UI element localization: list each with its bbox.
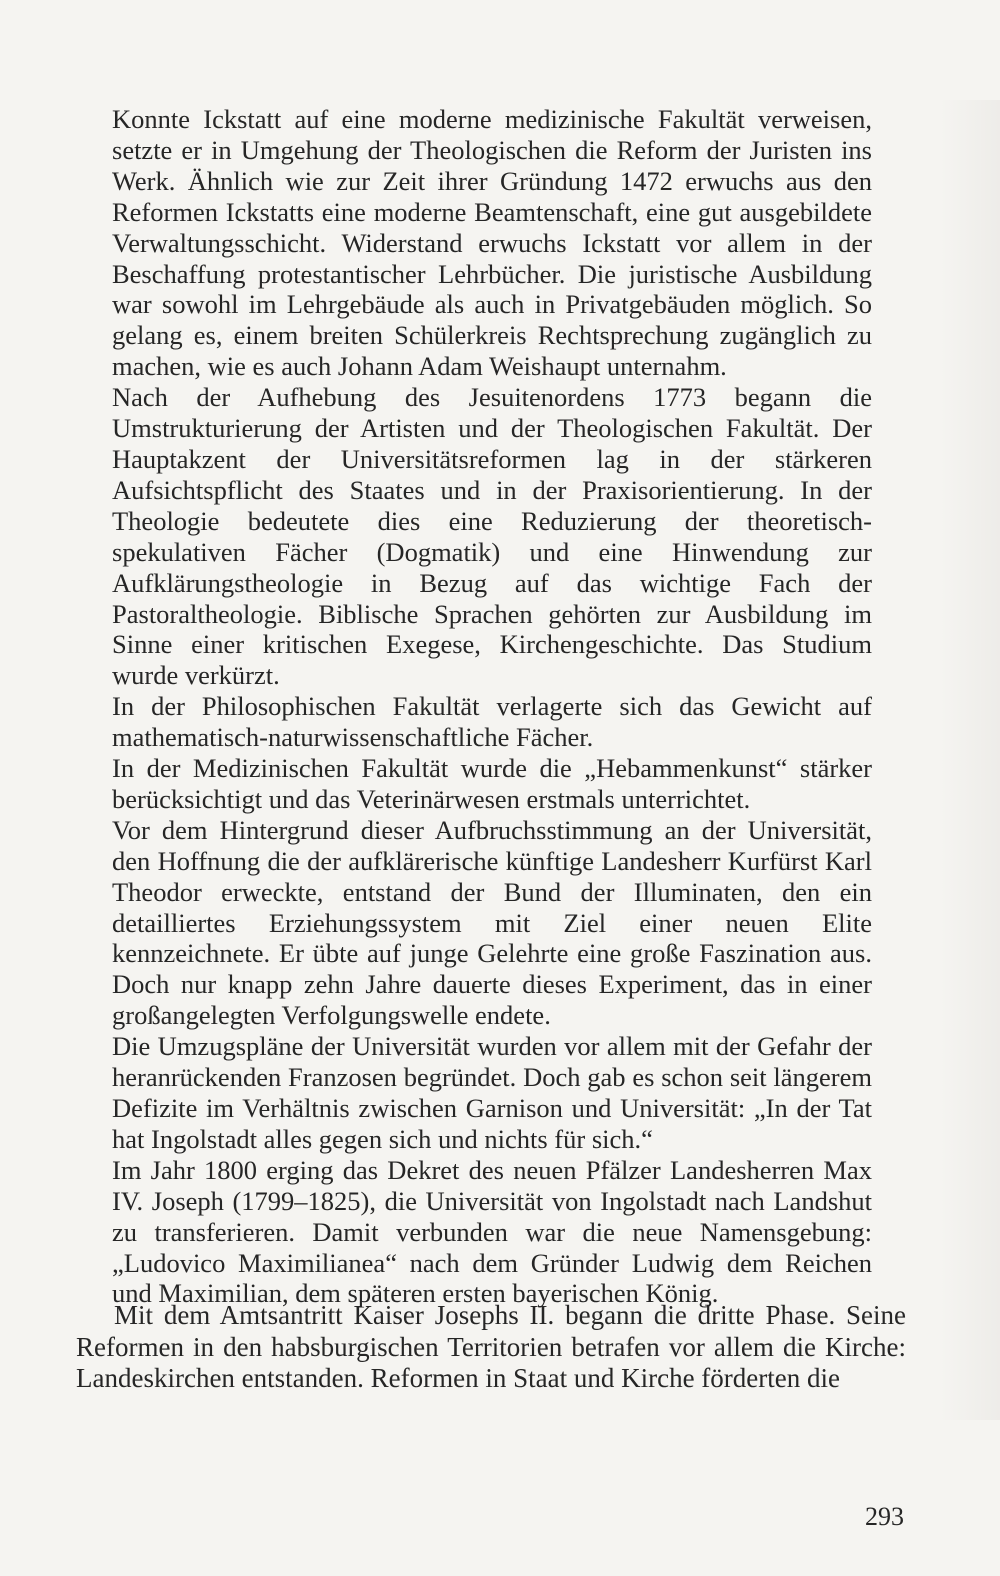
- body-paragraph: Mit dem Amtsantritt Kaiser Josephs II. begann die dritte Phase. Seine Reformen in den habsburgischen Territorien betrafen vor allem die Kirche: Landeskirchen entstanden. Reformen in Staat und Kirche förderten die: [76, 1300, 906, 1393]
- body-text: [76, 1300, 906, 1395]
- quote-paragraph-3: In der Philosophischen Fakultät verlagerte sich das Gewicht auf mathematisch-naturwissenschaftliche Fächer.: [112, 691, 872, 753]
- bleed-through-shadow: [940, 100, 1000, 1420]
- quote-paragraph-1: Konnte Ickstatt auf eine moderne medizinische Fakultät verweisen, setzte er in Umgehung der Theologischen die Reform der Juristen ins Werk. Ähnlich wie zur Zeit ihrer Gründung 1472 erwuchs aus den Reformen Ickstatts eine moderne Beamtenschaft, eine gut ausgebildete Verwaltungsschicht. Widerstand erwuchs Ickstatt vor allem in der Beschaffung protestantischer Lehrbücher. Die juristische Ausbildung war sowohl im Lehrgebäude als auch in Privatgebäuden möglich. So gelang es, einem breiten Schülerkreis Rechtsprechung zugänglich zu machen, wie es auch Johann Adam Weishaupt unternahm.: [112, 104, 872, 382]
- page-number: 293: [865, 1502, 904, 1531]
- quote-paragraph-5: Vor dem Hintergrund dieser Aufbruchsstimmung an der Universität, den Hoffnung die der aufklärerische künftige Landesherr Kurfürst Karl Theodor erweckte, entstand der Bund der Illuminaten, den ein detailliertes Erziehungssystem mit Ziel einer neuen Elite kennzeichnete. Er übte auf junge Gelehrte eine große Faszination aus. Doch nur knapp zehn Jahre dauerte dieses Experiment, das in einer großangelegten Verfolgungswelle endete.: [112, 814, 872, 1031]
- quote-paragraph-6: Die Umzugspläne der Universität wurden vor allem mit der Gefahr der heranrückenden Franzosen begründet. Doch gab es schon seit längerem Defizite im Verhältnis zwischen Garnison und Universität: „In der Tat hat Ingolstadt alles gegen sich und nichts für sich.“: [112, 1031, 872, 1154]
- quotation-block: [112, 104, 872, 1309]
- quote-paragraph-7: Im Jahr 1800 erging das Dekret des neuen Pfälzer Landesherren Max IV. Joseph (1799–1825), die Universität von Ingolstadt nach Landshut zu transferieren. Damit verbunden war die neue Namensgebung: „Ludovico Maximilianea“ nach dem Gründer Ludwig dem Reichen und Maximilian, dem späteren ersten bayerischen König.: [112, 1154, 872, 1309]
- quote-paragraph-2: Nach der Aufhebung des Jesuitenordens 1773 begann die Umstrukturierung der Artisten und der Theologischen Fakultät. Der Hauptakzent der Universitätsreformen lag in der stärkeren Aufsichtspflicht des Staates und in der Praxisorientierung. In der Theologie bedeutete dies eine Reduzierung der theoretisch-spekulativen Fächer (Dogmatik) und eine Hinwendung zur Aufklärungstheologie in Bezug auf das wichtige Fach der Pastoraltheologie. Biblische Sprachen gehörten zur Ausbildung im Sinne einer kritischen Exegese, Kirchengeschichte. Das Studium wurde verkürzt.: [112, 382, 872, 691]
- quote-paragraph-4: In der Medizinischen Fakultät wurde die „Hebammenkunst“ stärker berücksichtigt und das Veterinärwesen erstmals unterrichtet.: [112, 753, 872, 814]
